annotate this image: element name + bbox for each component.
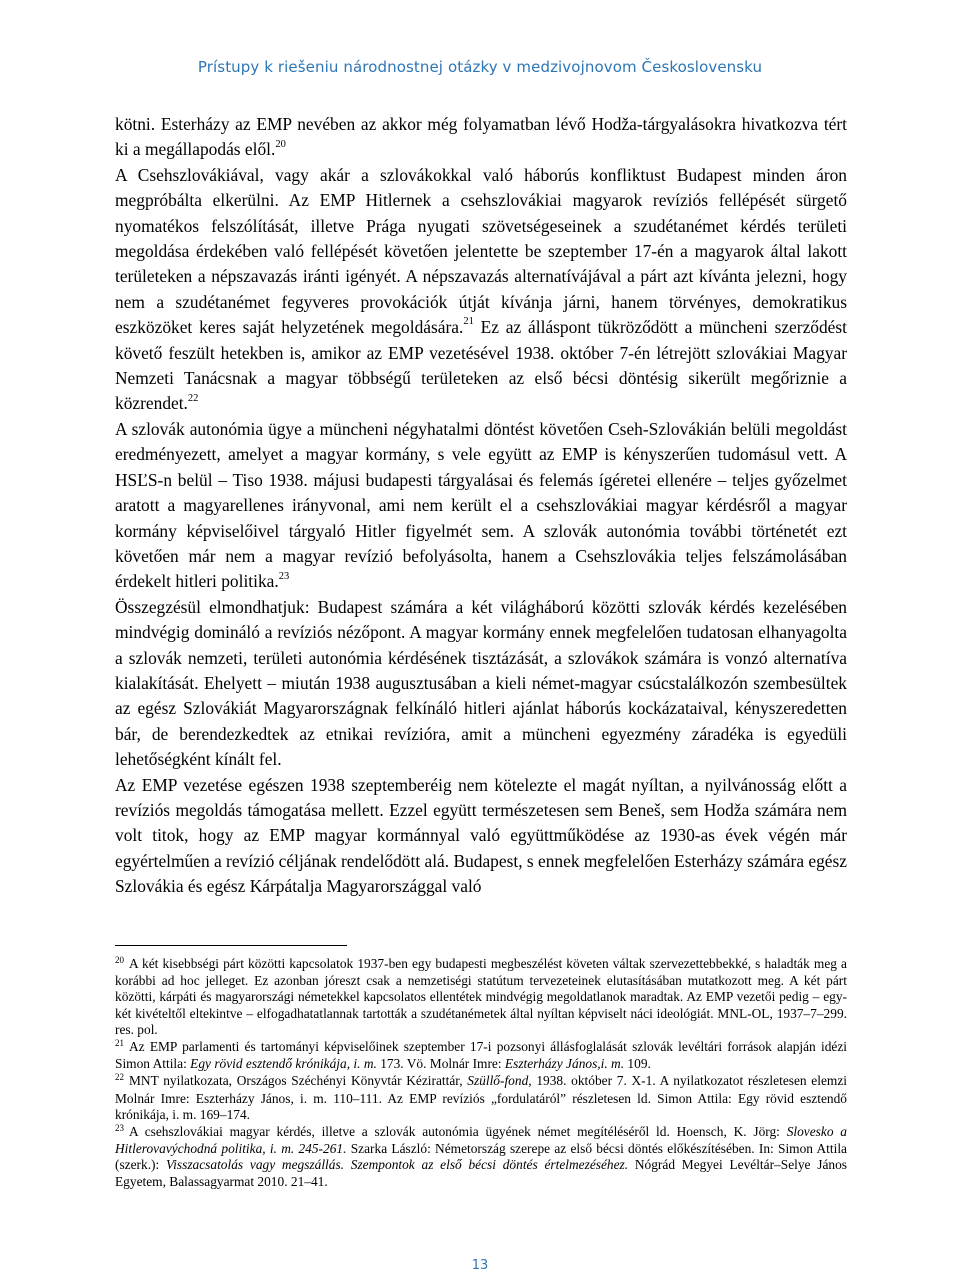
paragraph-text: Ez az álláspont tükröződött a müncheni szerződést követő feszült hetekben is, amikor az EMP vezetésével 1938. október 7-én létrejött szlovákiai Magyar Nemzeti Tanácsnak a magyar többségű területeken az első bécsi döntésig sikerült megőriznie a közrendet.	[115, 317, 847, 414]
footnote-text: A csehszlovákiai magyar kérdés, illetve a szlovák autonómia ügyének német megítéléséről ld. Hoensch, K. Jörg:	[129, 1124, 787, 1140]
paragraph	[115, 417, 847, 595]
footnote-title: Visszacsatolás vagy megszállás. Szempontok az első bécsi döntés értelmezéséhez.	[166, 1157, 629, 1173]
footnote-text: , 1938. október 7. X-1. A nyilatkozatot részletesen elemzi Molnár Imre: Eszterházy János, i. m. 110–111. Az EMP revíziós „fordulatáról” részletesen ld. Simon Attila: Egy rövid esztendő krónikája, i. m. 169–174.	[115, 1073, 847, 1122]
footnote-text: 173. Vö. Molnár Imre:	[376, 1056, 505, 1072]
main-text	[115, 112, 847, 900]
footnote-21	[115, 1039, 847, 1072]
footnote-number: 23	[115, 1123, 124, 1134]
paragraph	[115, 773, 847, 900]
footnote-separator	[115, 945, 347, 946]
footnote-title: Eszterházy János,i. m.	[504, 1056, 625, 1072]
footnote-text: Szarka László: Németország szerepe az első bécsi döntés előkészítésében. In: Simon Attila (szerk.):	[115, 1141, 847, 1173]
footnote-number: 21	[115, 1038, 124, 1049]
paragraph-text: Összegzésül elmondhatjuk: Budapest számára a két világháború közötti szlovák kérdés kezelésében mindvégig domináló a revíziós nézőpont. A magyar kormány ennek megfelelően tudatosan elhanyagolta a szlovák nemzeti, területi autonómia kérdésének tisztázását, a szlovákok számára is vonzó alternatíva kialakítását. Ehelyett – miután 1938 augusztusában a kieli német-magyar csúcstalálkozón szembesültek az egész Szlovákiát Magyarországnak felkínáló hitleri ajánlat háborús kockázataival, kényszeredetten bár, de berendezkedtek az etnikai revízióra, amit a müncheni egyezmény záradéka is egyedüli lehetőségként kínált fel.	[115, 596, 847, 770]
footnote-20	[115, 956, 847, 1038]
paragraph-text: kötni. Esterházy az EMP nevében az akkor még folyamatban lévő Hodža-tárgyalásokra hivatkozva tért ki a megállapodás elől.	[115, 114, 847, 160]
footnote-22	[115, 1073, 847, 1123]
footnote-ref[interactable]: 20	[275, 138, 286, 150]
paragraph	[115, 595, 847, 773]
running-header: Prístupy k riešeniu národnostnej otázky v medzivojnovom Československu	[197, 58, 763, 76]
footnote-title: Egy rövid esztendő krónikája, i. m.	[190, 1056, 377, 1072]
footnote-23	[115, 1124, 847, 1190]
footnote-text: A két kisebbségi párt közötti kapcsolatok 1937-ben egy budapesti megbeszélést követen váltak szervezettebbekké, s haladták meg a korábbi ad hoc jelleget. Ez azonban jóreszt csak a nemzetiségi statútum tervezeteinek elutasításában mutatkozott meg. A két párt közötti, kárpáti és magyarországi németekkel kapcsolatos ellentétek mindvégig megoldatlanok maradtak. Az EMP vezetői pedig – egy-két kivételtől eltekintve – elfogadhatatlannak tartották a szudétanémetek által nyíltan képviselt náci ideológiát. MNL-OL, 1937–7–299. res. pol.	[115, 956, 847, 1037]
footnotes	[115, 956, 847, 1191]
footnote-text: MNT nyilatkozata, Országos Széchényi Könyvtár Kézirattár,	[129, 1073, 468, 1089]
footnote-number: 20	[115, 955, 124, 965]
footnote-text: Az EMP parlamenti és tartományi képviselőinek szeptember 17-i pozsonyi állásfoglalását szlovák levéltári források alapján idézi Simon Attila:	[115, 1039, 847, 1072]
footnote-title: Slovesko a Hitlerovavýchodná politika, i. m. 245-261.	[115, 1124, 848, 1157]
footnote-number: 22	[115, 1072, 124, 1083]
page-number: 13	[471, 1258, 489, 1273]
paragraph	[115, 112, 847, 163]
footnote-ref[interactable]: 21	[463, 316, 474, 328]
footnote-ref[interactable]: 22	[187, 392, 199, 404]
footnote-ref[interactable]: 23	[278, 570, 290, 582]
paragraph-text: Az EMP vezetése egészen 1938 szeptemberéig nem kötelezte el magát nyíltan, a nyilvánosság előtt a revíziós megoldás támogatása mellett. Ezzel együtt természetesen sem Beneš, sem Hodža számára nem volt titok, hogy az EMP magyar kormánnyal való együttműködése az 1930-as évek végén már egyértelműen a revízió céljának rendelődött alá. Budapest, s ennek megfelelően Esterházy számára egész Szlovákia és egész Kárpátalja Magyarországgal való	[115, 774, 848, 897]
paragraph-text: A szlovák autonómia ügye a müncheni négyhatalmi döntést követően Cseh-Szlovákián belüli megoldást eredményezett, amelyet a magyar kormány, s vele együtt az EMP is kényszerűen tudomásul vett. A HSĽS-n belül – Tiso 1938. májusi budapesti tárgyalásai és felemás ígéretei ellenére – teljes győzelmet aratott a magyarellenes irányvonal, ami nem került el a csehszlovákiai magyar kérdésről a magyar kormány képviselőivel tárgyaló Hitler figyelmét sem. A szlovák autonómia további történetét ezt követően már nem a magyar revízió befolyásolta, hanem a Csehszlovákia teljes felszámolásában érdekelt hitleri politika.	[115, 418, 847, 592]
footnote-text: 109.	[624, 1056, 651, 1072]
paragraph	[115, 163, 847, 417]
footnote-title: Szüllő-fond	[467, 1073, 529, 1089]
footnote-text: Nógrád Megyei Levéltár–Selye János Egyetem, Balassagyarmat 2010. 21–41.	[115, 1157, 848, 1189]
paragraph-text: A Csehszlovákiával, vagy akár a szlovákokkal való háborús konfliktust Budapest minden áron megpróbálta elkerülni. Az EMP Hitlernek a csehszlovákiai magyarok revíziós fellépését sürgető nyomatékos felszólítását, illetve Prága nyugati szövetségeseinek a szudétanémet kérdés területi megoldása érdekében való fellépését követően jelentette be szeptember 17-én a magyarok által lakott területeken a népszavazás iránti igényét. A népszavazás alternatívájával a párt azt kívánta jelezni, hogy nem a szudétanémet fegyveres provokációk útját kívánja járni, hanem törvényes, demokratikus eszközöket keres saját helyzetének megoldására.	[115, 164, 847, 338]
